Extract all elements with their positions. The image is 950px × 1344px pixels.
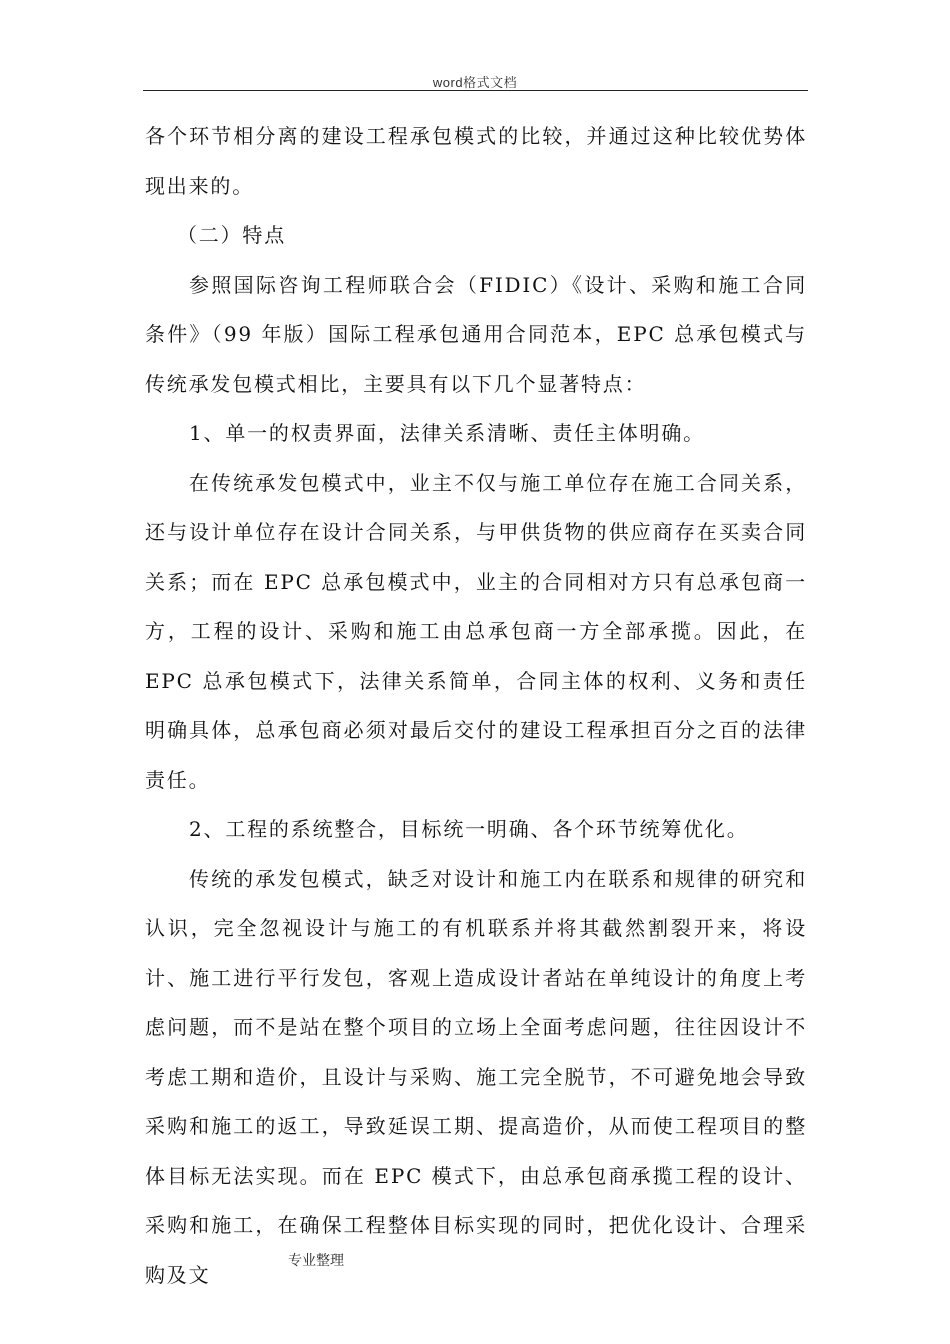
page-footer: 专业整理 bbox=[288, 1253, 344, 1269]
section-heading-features: （二）特点 bbox=[177, 223, 286, 247]
point-heading-1: 1、单一的权责界面，法律关系清晰、责任主体明确。 bbox=[189, 421, 705, 445]
page-header: word格式文档 bbox=[432, 75, 518, 90]
document-body bbox=[145, 112, 807, 1300]
paragraph-point-1: 在传统承发包模式中，业主不仅与施工单位存在施工合同关系，还与设计单位存在设计合同关系，与甲供货物的供应商存在买卖合同关系；而在 EPC 总承包模式中，业主的合同相对方只有总承包商一方，工程的设计、采购和施工由总承包商一方全部承揽。因此，在 EPC 总承包模式下，法律关系简单，合同主体的权利、义务和责任明确具体，总承包商必须对最后交付的建设工程承担百分之百的法律责任。 bbox=[145, 470, 807, 792]
header-divider bbox=[143, 90, 808, 91]
paragraph-continuation: 各个环节相分离的建设工程承包模式的比较，并通过这种比较优势体现出来的。 bbox=[145, 124, 807, 198]
paragraph-intro: 参照国际咨询工程师联合会（FIDIC）《设计、采购和施工合同条件》（99 年版）国际工程承包通用合同范本，EPC 总承包模式与传统承发包模式相比，主要具有以下几个显著特点： bbox=[145, 272, 807, 396]
point-heading-2: 2、工程的系统整合，目标统一明确、各个环节统筹优化。 bbox=[189, 817, 749, 841]
paragraph-point-2: 传统的承发包模式，缺乏对设计和施工内在联系和规律的研究和认识，完全忽视设计与施工的有机联系并将其截然割裂开来，将设计、施工进行平行发包，客观上造成设计者站在单纯设计的角度上考虑问题，而不是站在整个项目的立场上全面考虑问题，往往因设计不考虑工期和造价，且设计与采购、施工完全脱节，不可避免地会导致采购和施工的返工，导致延误工期、提高造价，从而使工程项目的整体目标无法实现。而在 EPC 模式下，由总承包商承揽工程的设计、采购和施工，在确保工程整体目标实现的同时，把优化设计、合理采购及文 bbox=[145, 866, 807, 1287]
